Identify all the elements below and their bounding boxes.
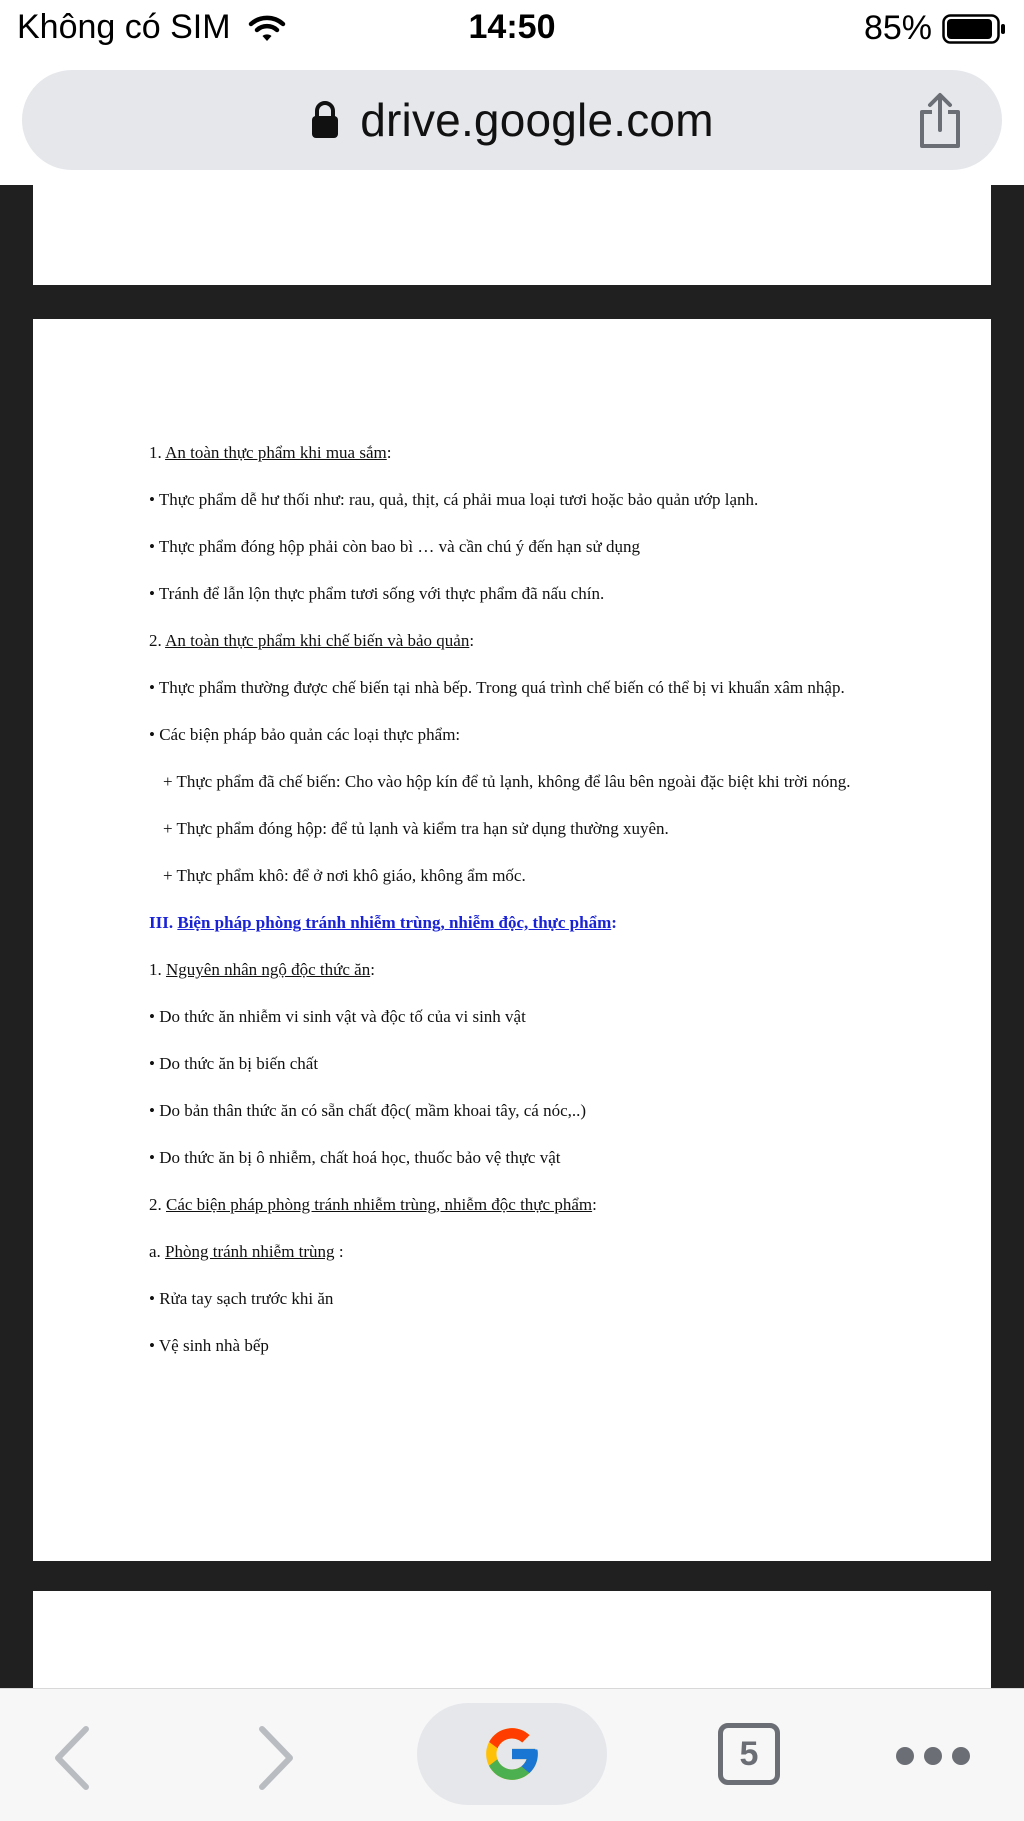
share-icon[interactable] [916,92,964,150]
document-viewer[interactable] [0,185,1024,1688]
clock: 14:50 [468,8,556,46]
bottom-toolbar [0,1688,1024,1821]
document-content [149,439,909,1379]
previous-page [33,185,991,285]
doc-line: • Do thức ăn nhiễm vi sinh vật và độc tố của vi sinh vật [149,1007,526,1026]
doc-line: • Vệ sinh nhà bếp [149,1336,269,1355]
doc-line: 2. Các biện pháp phòng tránh nhiễm trùng, nhiễm độc thực phẩm: [149,1195,597,1214]
battery-percent: 85% [863,9,932,47]
status-bar [0,0,1024,58]
doc-line: 2. An toàn thực phẩm khi chế biến và bảo quản: [149,631,475,650]
doc-line: 1. Nguyên nhân ngộ độc thức ăn: [149,960,375,979]
section-heading: III. Biện pháp phòng tránh nhiễm trùng, nhiễm độc, thực phẩm: [149,913,617,932]
doc-line: • Do bản thân thức ăn có sẵn chất độc( mầm khoai tây, cá nóc,..) [149,1101,587,1120]
google-search-button[interactable] [417,1703,607,1805]
doc-line: • Tránh để lẫn lộn thực phẩm tươi sống với thực phẩm đã nấu chín. [149,584,605,603]
tabs-button[interactable]: 5 [718,1723,780,1785]
doc-line: • Do thức ăn bị ô nhiễm, chất hoá học, thuốc bảo vệ thực vật [149,1148,561,1167]
doc-line: • Rửa tay sạch trước khi ăn [149,1289,334,1308]
document-page [33,319,991,1561]
doc-line: 1. An toàn thực phẩm khi mua sắm: [149,443,392,462]
forward-icon[interactable] [254,1723,298,1793]
doc-line: • Các biện pháp bảo quản các loại thực phẩm: [149,725,461,744]
lock-icon [310,100,340,140]
next-page [33,1591,991,1688]
back-icon[interactable] [50,1723,94,1793]
doc-line: + Thực phẩm khô: để ở nơi khô giáo, không ẩm mốc. [163,866,526,885]
google-icon [481,1723,543,1785]
battery-icon [942,14,1006,44]
url-text[interactable]: drive.google.com [360,94,714,146]
doc-line: • Thực phẩm dễ hư thối như: rau, quả, thịt, cá phải mua loại tươi hoặc bảo quản ướp lạnh. [149,490,759,509]
doc-line: + Thực phẩm đã chế biến: Cho vào hộp kín để tủ lạnh, không để lâu bên ngoài đặc biệt khi trời nóng. [163,772,851,791]
doc-line: • Thực phẩm đóng hộp phải còn bao bì … và cần chú ý đến hạn sử dụng [149,537,640,556]
doc-line: • Thực phẩm thường được chế biến tại nhà bếp. Trong quá trình chế biến có thể bị vi khuẩn xâm nhập. [149,678,845,697]
doc-line: + Thực phẩm đóng hộp: để tủ lạnh và kiểm tra hạn sử dụng thường xuyên. [163,819,669,838]
address-bar[interactable] [22,70,1002,170]
more-menu-icon[interactable] [896,1747,970,1765]
doc-line: • Do thức ăn bị biến chất [149,1054,319,1073]
url-display[interactable] [22,70,1002,170]
battery-group [864,9,1006,48]
carrier-label: Không có SIM [17,8,231,46]
doc-line: a. Phòng tránh nhiễm trùng : [149,1242,344,1261]
